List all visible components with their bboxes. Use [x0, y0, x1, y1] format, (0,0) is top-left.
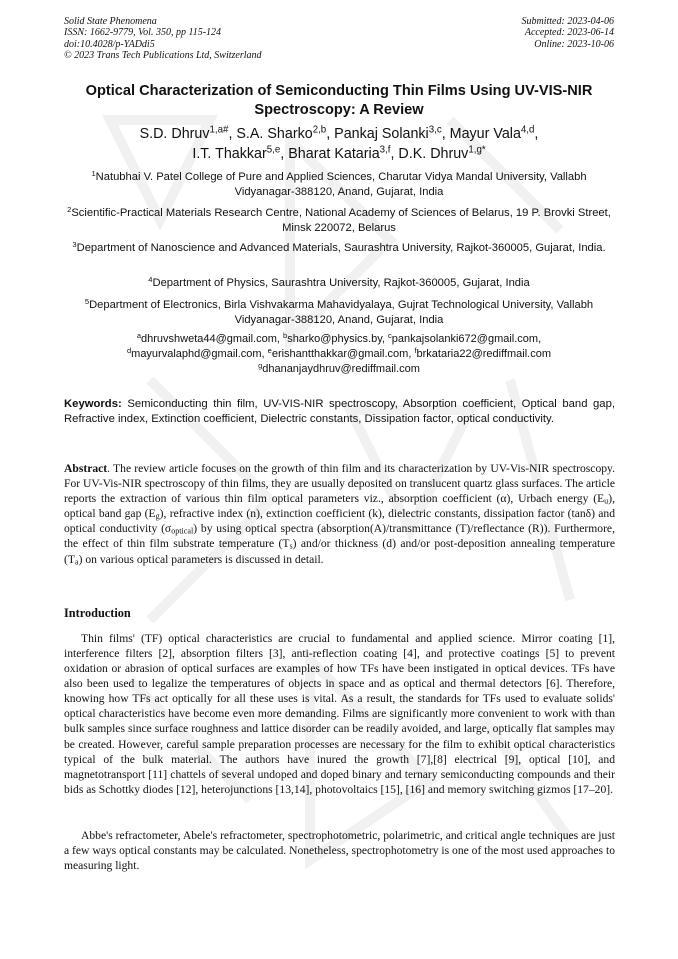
- affiliation: $^3$Department of Nanoscience and Advanced Materials, Saurashtra University, Rajkot-360005, Gujarat, India.: [72, 239, 606, 254]
- email-link[interactable]: $^a$dhruvshweta44@gmail.com: [136, 330, 277, 345]
- affiliation: $^2$Scientific-Practical Materials Research Centre, National Academy of Sciences of Belarus, 19 P. Brovki Street, Minsk 220072, Belarus: [67, 204, 611, 234]
- affiliation: $^4$Department of Physics, Saurashtra University, Rajkot-360005, Gujarat, India: [148, 274, 530, 289]
- email-link[interactable]: $^e$erishantthakkar@gmail.com: [267, 345, 409, 360]
- keywords-label: Keywords:: [64, 398, 122, 410]
- author-list: S.D. Dhruv$^{1,a\#}$, S.A. Sharko$^{2,b}$, Pankaj Solanki$^{3,c}$, Mayur Vala$^{4,d}$, I.T. Thakkar$^{5,e}$, Bharat Kataria$^{3,f}$, D.K. Dhruv$^{1,g*}$: [139, 124, 539, 162]
- submitted-date: Submitted: 2023-04-06: [521, 16, 614, 27]
- email-link[interactable]: $^g$dhananjaydhruv@rediffmail.com: [258, 360, 420, 375]
- dates-info: [522, 16, 615, 50]
- accepted-date: Accepted: 2023-06-14: [524, 27, 614, 39]
- journal-doi: doi:10.4028/p-YADdi5: [64, 38, 155, 50]
- introduction-heading: Introduction: [64, 606, 131, 620]
- journal-issn: ISSN: 1662-9779, Vol. 350, pp 115-124: [64, 27, 222, 39]
- author: Bharat Kataria$^{3,f}$: [288, 144, 391, 162]
- abstract-label: Abstract: [64, 462, 108, 475]
- email-link[interactable]: $^f$brkataria22@rediffmail.com: [414, 345, 551, 360]
- keywords-section: [64, 397, 615, 426]
- email-link[interactable]: $^b$sharko@physics.by: [283, 330, 382, 345]
- affiliation: $^5$Department of Electronics, Birla Vishvakarma Mahavidyalaya, Gujrat Technological University, Vallabh Vidyanagar-388120, Anand, Gujarat, India: [84, 296, 594, 326]
- abstract-section: Abstract. The review article focuses on the growth of thin film and its characterization by UV-Vis-NIR spectroscopy. For UV-Vis-NIR spectroscopy of thin films, they are usually deposited on translucent quartz glass surfaces. The article reports the extraction of various thin film optical parameters viz., absorption coefficient (α), Urbach energy $(E_u)$, optical band gap $(E_g)$, refractive index (n), extinction coefficient (k), dielectric constants, dissipation factor (tanδ) and optical conductivity $(\sigma_{optical})$ by using optical spectra (absorption(A)/transmittance (T)/reflectance (R)). Furthermore, the effect of thin film substrate temperature $(T_s)$ and/or thickness (d) and/or post-deposition annealing temperature $(T_a)$ on various optical parameters is discussed in detail.: [64, 462, 615, 567]
- online-date: Online: 2023-10-06: [534, 38, 614, 50]
- author: I.T. Thakkar$^{5,e}$: [192, 144, 281, 162]
- email-list: $^a$dhruvshweta44@gmail.com, $^b$sharko@physics.by, $^c$pankajsolanki672@gmail.com, $^d$mayurvalaphd@gmail.com, $^e$erishantthakkar@gmail.com, $^f$brkataria22@rediffmail.com $^g$dhananjaydhruv@rediffmail.com: [127, 330, 551, 375]
- journal-info: [64, 16, 262, 61]
- author: D.K. Dhruv$^{1,g*}$: [398, 144, 486, 162]
- author: S.A. Sharko$^{2,b}$: [236, 124, 327, 142]
- author: Pankaj Solanki$^{3,c}$: [334, 124, 442, 142]
- introduction-paragraph: Thin films' (TF) optical characteristics are crucial to fundamental and applied science. Mirror coating [1], interference filters [2], absorption filters [3], anti-reflection coating [4], and protective coatings [5] to prevent oxidation or abrasion of optical surfaces are examples of how TFs have been instigated in optical devices. TFs have also been used to legalize the temperatures of objects in space and as optical and thermal detectors [6]. Therefore, knowing how TFs act optically for all these uses is vital. As a result, the standards for TFs used to evaluate solids' optical characteristics have become even more demanding. Films are significantly more convenient to work with than bulk samples since surface roughness and lattice disorder can be readily avoided, and large, optically flat samples may be created. However, careful sample preparation processes are necessary for the film to exhibit optical characteristics typical of the bulk material. The authors have inured the growth [7],[8] electrical [9], optical [10], and magnetotransport [11] chattels of several undoped and doped binary and ternary semiconducting compounds and their bids as Schottky diodes [12], heterojunctions [13,14], photovoltaics [15], [16] and memory switching gizmos [17–20].: [64, 632, 615, 796]
- copyright: © 2023 Trans Tech Publications Ltd, Switzerland: [64, 49, 262, 61]
- author: S.D. Dhruv$^{1,a\#}$: [139, 124, 229, 142]
- author: Mayur Vala$^{4,d}$: [449, 124, 535, 142]
- introduction-paragraph: Abbe's refractometer, Abele's refractometer, spectrophotometric, polarimetric, and critical angle techniques are just a few ways optical constants may be calculated. Nonetheless, spectrophotometry is one of the most used approaches to measuring light.: [64, 829, 615, 873]
- email-link[interactable]: $^c$pankajsolanki672@gmail.com: [388, 330, 539, 345]
- journal-name: Solid State Phenomena: [64, 16, 157, 27]
- affiliation: $^1$Natubhai V. Patel College of Pure and Applied Sciences, Charutar Vidya Mandal University, Vallabh Vidyanagar-388120, Anand, Gujarat, India: [91, 168, 587, 198]
- email-link[interactable]: $^d$mayurvalaphd@gmail.com: [127, 345, 262, 360]
- paper-title: Optical Characterization of Semiconducting Thin Films Using UV-VIS-NIR Spectroscopy: A Review: [85, 83, 593, 118]
- keywords-text: Semiconducting thin film, UV-VIS-NIR spectroscopy, Absorption coefficient, Optical band gap, Refractive index, Extinction coefficient, Dielectric constants, Dissipation factor, optical conductivity.: [64, 398, 616, 425]
